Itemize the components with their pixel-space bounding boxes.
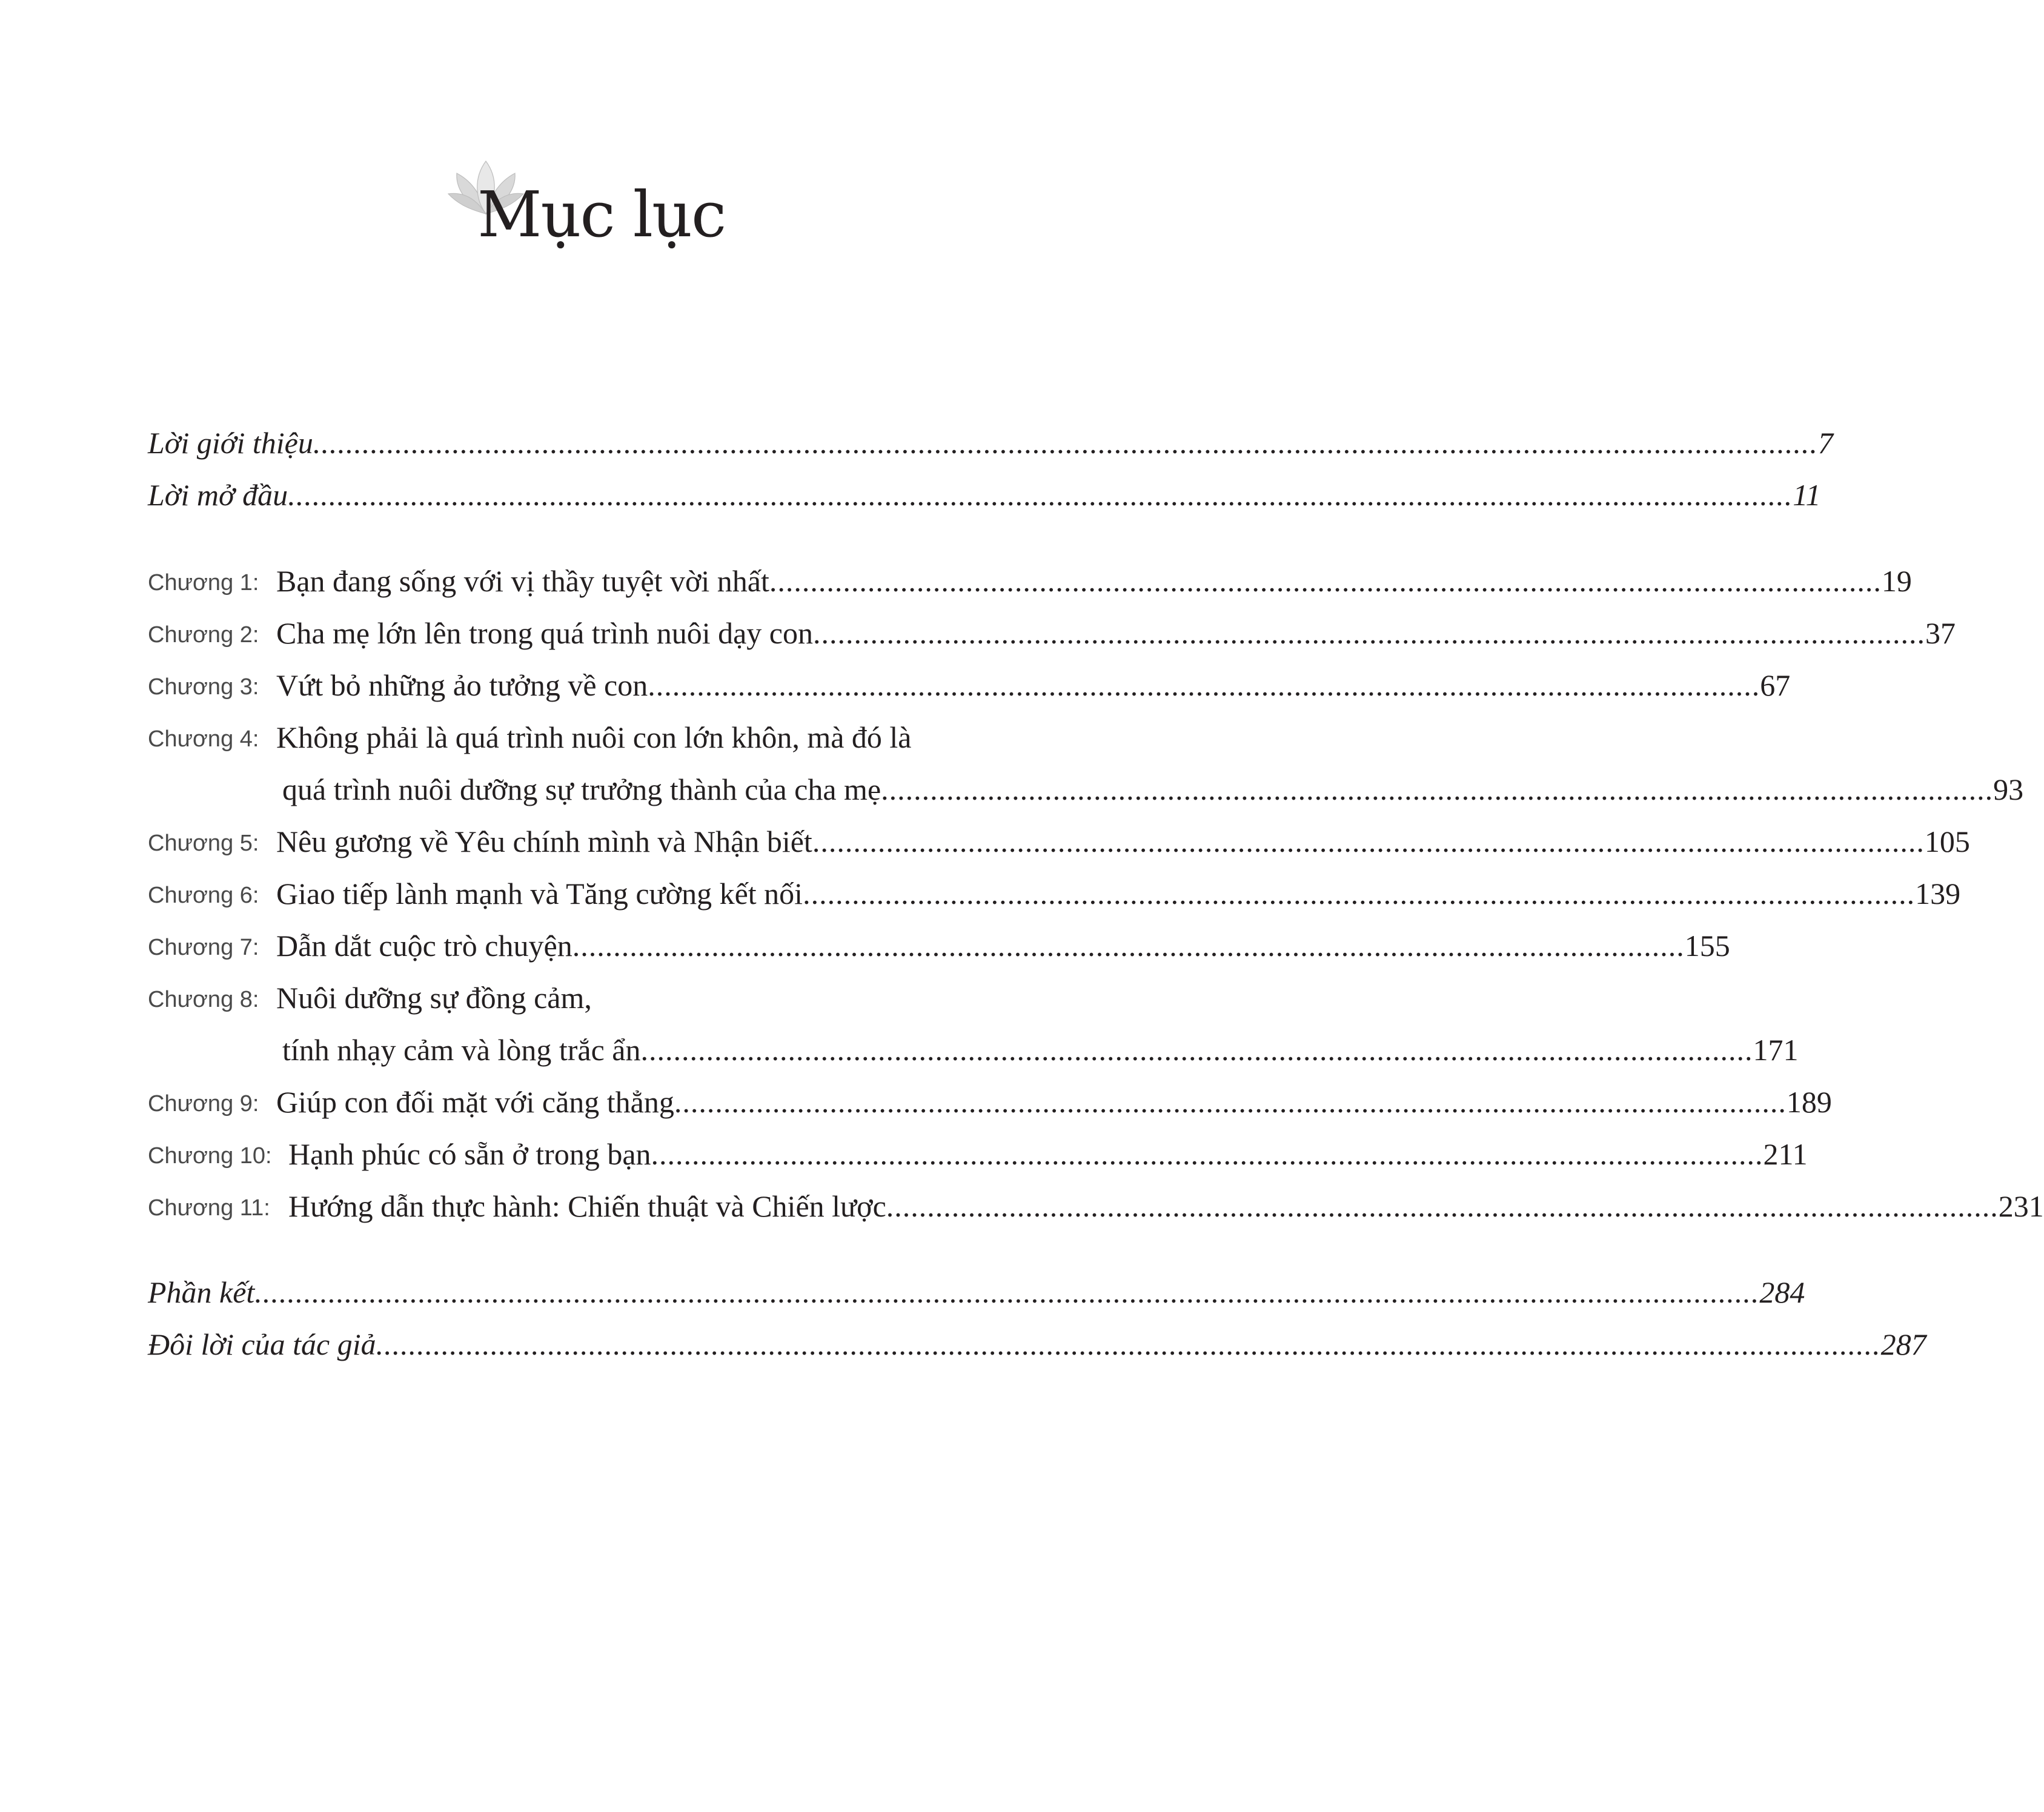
title-block bbox=[424, 145, 763, 279]
entry-page: 284 bbox=[1759, 1275, 1805, 1309]
toc-entry-chapter-8[interactable] bbox=[148, 973, 996, 1021]
dot-leader: ........................................................................................................................................ bbox=[648, 668, 1760, 702]
toc-entry-intro[interactable] bbox=[148, 418, 1833, 466]
entry-title: Giúp con đối mặt với căng thẳng bbox=[276, 1085, 674, 1119]
entry-page: 93 bbox=[1993, 772, 2024, 806]
entry-title: Phần kết bbox=[148, 1275, 255, 1309]
entry-page: 105 bbox=[1924, 825, 1970, 858]
entry-page: 67 bbox=[1760, 668, 1791, 702]
chapter-label: Chương 2: bbox=[148, 622, 259, 648]
entry-page: 231 bbox=[1998, 1189, 2044, 1223]
entry-title: Nêu gương về Yêu chính mình và Nhận biết bbox=[276, 825, 812, 858]
entry-page: 19 bbox=[1881, 564, 1912, 598]
dot-leader: ........................................................................................................................................................................................ bbox=[376, 1327, 1881, 1361]
toc-entry-chapter-9[interactable] bbox=[148, 1077, 1832, 1126]
toc-entry-chapter-10[interactable] bbox=[148, 1129, 1808, 1178]
chapter-label: Chương 3: bbox=[148, 674, 259, 700]
toc-entry-chapter-6[interactable] bbox=[148, 869, 1961, 917]
dot-leader: ........................................................................................................................................ bbox=[572, 929, 1685, 963]
entry-title: Vứt bỏ những ảo tưởng về con bbox=[276, 668, 648, 702]
dot-leader: ........................................................................................................................................ bbox=[886, 1189, 1999, 1223]
entry-page: 139 bbox=[1915, 877, 1961, 911]
entry-title: Không phải là quá trình nuôi con lớn khôn, mà đó là bbox=[276, 720, 912, 754]
toc-entry-chapter-1[interactable] bbox=[148, 556, 1912, 605]
entry-title: Hạnh phúc có sẵn ở trong bạn bbox=[288, 1137, 651, 1171]
chapter-label: Chương 10: bbox=[148, 1143, 272, 1169]
entry-page: 155 bbox=[1684, 929, 1730, 963]
entry-title: Hướng dẫn thực hành: Chiến thuật và Chiến lược bbox=[288, 1189, 886, 1223]
dot-leader: ........................................................................................................................................ bbox=[813, 616, 1925, 650]
dot-leader: ........................................................................................................................................................................................ bbox=[254, 1275, 1760, 1309]
entry-page: 37 bbox=[1925, 616, 1956, 650]
chapter-label: Chương 8: bbox=[148, 987, 259, 1012]
dot-leader: ........................................................................................................................................................................................ bbox=[313, 426, 1818, 460]
entry-page: 189 bbox=[1786, 1085, 1832, 1119]
chapter-label: Chương 6: bbox=[148, 883, 259, 908]
chapter-label: Chương 4: bbox=[148, 726, 259, 752]
entry-title: Nuôi dưỡng sự đồng cảm, bbox=[276, 981, 592, 1015]
dot-leader: ........................................................................................................................................ bbox=[812, 825, 1925, 858]
entry-title: Giao tiếp lành mạnh và Tăng cường kết nối bbox=[276, 877, 803, 911]
entry-title-cont: tính nhạy cảm và lòng trắc ẩn bbox=[282, 1033, 641, 1067]
entry-page: 171 bbox=[1753, 1033, 1799, 1067]
toc-entry-chapter-4[interactable] bbox=[148, 712, 996, 761]
entry-title-cont: quá trình nuôi dưỡng sự trưởng thành của cha mẹ bbox=[282, 772, 881, 806]
toc-entry-preface[interactable] bbox=[148, 470, 1821, 519]
toc-entry-chapter-7[interactable] bbox=[148, 921, 1730, 969]
chapter-label: Chương 1: bbox=[148, 570, 259, 596]
dot-leader: ........................................................................................................................................ bbox=[674, 1085, 1787, 1119]
entry-title: Lời mở đầu bbox=[148, 478, 288, 512]
entry-title: Bạn đang sống với vị thầy tuyệt vời nhất bbox=[276, 564, 769, 598]
toc-entry-chapter-2[interactable] bbox=[148, 608, 1956, 657]
dot-leader: ........................................................................................................................................ bbox=[803, 877, 1916, 911]
toc-entry-author-note[interactable] bbox=[148, 1319, 1926, 1368]
chapter-label: Chương 9: bbox=[148, 1091, 259, 1117]
entry-page: 11 bbox=[1793, 478, 1821, 512]
toc-entry-chapter-4-cont[interactable] bbox=[148, 765, 2024, 813]
dot-leader: ........................................................................................................................................................................................ bbox=[288, 478, 1793, 512]
entry-title: Cha mẹ lớn lên trong quá trình nuôi dạy con bbox=[276, 616, 813, 650]
toc-entry-chapter-8-cont[interactable] bbox=[148, 1025, 1799, 1074]
entry-page: 211 bbox=[1763, 1137, 1808, 1171]
entry-title: Đôi lời của tác giả bbox=[148, 1327, 376, 1361]
entry-page: 7 bbox=[1817, 426, 1833, 460]
dot-leader: ........................................................................................................................................ bbox=[881, 772, 1994, 806]
toc-entry-chapter-11[interactable] bbox=[148, 1181, 2044, 1230]
dot-leader: ........................................................................................................................................ bbox=[769, 564, 1882, 598]
toc-entry-chapter-3[interactable] bbox=[148, 660, 1791, 709]
dot-leader: ........................................................................................................................................ bbox=[640, 1033, 1753, 1067]
entry-title: Dẫn dắt cuộc trò chuyện bbox=[276, 929, 572, 963]
entry-page: 287 bbox=[1880, 1327, 1926, 1361]
chapter-label: Chương 7: bbox=[148, 935, 259, 960]
entry-title: Lời giới thiệu bbox=[148, 426, 313, 460]
chapter-label: Chương 5: bbox=[148, 831, 259, 856]
page-title: Mục lục bbox=[477, 178, 726, 251]
toc-entry-epilogue[interactable] bbox=[148, 1267, 1805, 1316]
toc-entry-chapter-5[interactable] bbox=[148, 817, 1970, 865]
dot-leader: ........................................................................................................................................ bbox=[651, 1137, 1764, 1171]
chapter-label: Chương 11: bbox=[148, 1195, 270, 1221]
